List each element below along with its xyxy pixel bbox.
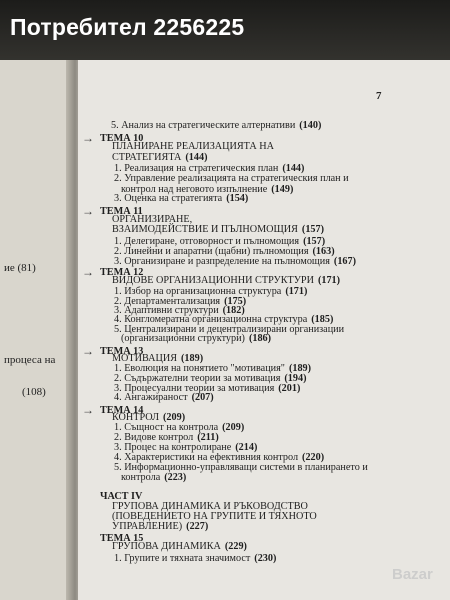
toc-line-text: 4. Ангажираност — [114, 392, 188, 403]
toc-line-text: МОТИВАЦИЯ — [112, 353, 178, 364]
toc-line-text: 1. Същност на контрола — [114, 422, 219, 433]
toc-page-ref: (189) — [181, 353, 204, 364]
toc-page-ref: (201) — [278, 383, 301, 394]
toc-line-text: 4. Конгломератна организационна структура — [114, 314, 308, 325]
toc-page-ref: (157) — [301, 224, 324, 235]
toc-page-ref: (171) — [317, 275, 341, 286]
handwritten-arrow-icon: → — [82, 131, 94, 145]
toc-page-ref: (209) — [222, 422, 245, 433]
toc-line-text: ТЕМА 14 — [100, 405, 144, 416]
toc-line-text: 5. Информационно-управляващи системи в планирането и — [114, 462, 368, 473]
toc-page-ref: (144) — [185, 152, 208, 163]
toc-line — [112, 541, 247, 553]
handwritten-arrow-icon: → — [82, 204, 94, 218]
toc-line-text: ВИДОВЕ ОРГАНИЗАЦИОННИ СТРУКТУРИ — [112, 275, 314, 286]
toc-line-text: контрола — [121, 472, 161, 483]
toc-line-text: ТЕМА 13 — [100, 346, 144, 357]
right-page — [78, 60, 450, 600]
toc-page-ref: (182) — [222, 305, 245, 316]
left-page — [0, 60, 76, 600]
toc-line-text: КОНТРОЛ — [112, 412, 160, 423]
toc-page-ref: (185) — [311, 314, 334, 325]
toc-page-ref: (171) — [285, 286, 308, 297]
toc-page-ref: (163) — [312, 246, 335, 257]
toc-line-text: 1. Делегиране, отговорност и пълномощия — [114, 236, 300, 247]
toc-page-ref: (230) — [254, 553, 277, 564]
toc-page-ref: (214) — [235, 442, 258, 453]
toc-line-text: 2. Видове контрол — [114, 432, 194, 443]
toc-line-text: СТРАТЕГИЯТА — [112, 152, 182, 163]
toc-line — [114, 256, 356, 268]
toc-line-text: ГРУПОВА ДИНАМИКА — [112, 541, 221, 552]
handwritten-arrow-icon: → — [82, 265, 94, 279]
toc-line-text: 1. Групите и тяхната значимост — [114, 553, 251, 564]
toc-line-text: 4. Характеристики на ефективния контрол — [114, 452, 299, 463]
toc-line-text: контрол над неговото изпълнение — [121, 184, 268, 195]
toc-line-text: ПЛАНИРАНЕ РЕАЛИЗАЦИЯТА НА — [112, 141, 274, 152]
toc-line — [111, 120, 321, 132]
watermark-text: Bazar — [392, 566, 433, 583]
toc-line-text: ГРУПОВА ДИНАМИКА И РЪКОВОДСТВО — [112, 501, 308, 512]
toc-page-ref: (223) — [164, 472, 187, 483]
toc-line-text: ОРГАНИЗИРАНЕ, — [112, 214, 193, 225]
left-page-line: ие (81) — [4, 262, 36, 274]
toc-line-text: 3. Организиране и разпределение на пълномощия — [114, 256, 330, 267]
left-page-line: (108) — [22, 386, 46, 398]
toc-line-text: ТЕМА 11 — [100, 206, 143, 217]
toc-line-text: ВЗАИМОДЕЙСТВИЕ И ПЪЛНОМОЩИЯ — [112, 224, 298, 235]
toc-line-text: (организационни структури) — [121, 333, 245, 344]
toc-line-text: 5. Централизирани и децентрализирани организации — [114, 324, 345, 335]
toc-page-ref: (175) — [224, 296, 247, 307]
toc-line-text: ЧАСТ IV — [100, 491, 143, 502]
toc-page-ref: (154) — [226, 193, 249, 204]
toc-line-text: ТЕМА 10 — [100, 133, 144, 144]
toc-line-text: 3. Процес на контролиране — [114, 442, 232, 453]
toc-line — [121, 333, 271, 345]
toc-line — [114, 553, 276, 565]
toc-line-text: (ПОВЕДЕНИЕТО НА ГРУПИТЕ И ТЯХНОТО — [112, 511, 317, 522]
handwritten-arrow-icon: → — [82, 344, 94, 358]
toc-line — [112, 224, 324, 236]
toc-line-text: 3. Адаптивни структури — [114, 305, 219, 316]
toc-page-ref: (186) — [248, 333, 272, 344]
toc-line-text: ТЕМА 15 — [100, 533, 144, 544]
toc-page-ref: (229) — [224, 541, 247, 552]
toc-line-text: 2. Съдържателни теории за мотивация — [114, 373, 281, 384]
toc-line-text: 1. Реализация на стратегическия план — [114, 163, 279, 174]
toc-page-ref: (157) — [303, 236, 326, 247]
toc-page-ref: (144) — [282, 163, 305, 174]
toc-line-text: 2. Управление реализацията на стратегическия план и — [114, 173, 349, 184]
toc-page-ref: (194) — [284, 373, 307, 384]
toc-page-ref: (140) — [299, 120, 322, 131]
toc-page-ref: (220) — [302, 452, 325, 463]
toc-page-ref: (211) — [197, 432, 219, 443]
toc-page-ref: (149) — [271, 184, 294, 195]
toc-page-ref: (227) — [186, 521, 209, 532]
toc-line — [114, 392, 214, 404]
toc-page-ref: (167) — [333, 256, 356, 267]
toc-line-text: 2. Линейни и апаратни (щабни) пълномощия — [114, 246, 309, 257]
left-page-line: процеса на — [4, 354, 56, 366]
toc-line-text: 1. Избор на организационна структура — [114, 286, 282, 297]
toc-line-text: 1. Еволюция на понятието "мотивация" — [114, 363, 285, 374]
toc-line-text: 5. Анализ на стратегическите алтернативи — [111, 120, 296, 131]
toc-line-text: ТЕМА 12 — [100, 267, 144, 278]
page-number: 7 — [376, 90, 382, 102]
toc-page-ref: (189) — [288, 363, 312, 374]
bazar-watermark — [392, 566, 446, 594]
toc-page-ref: (207) — [191, 392, 214, 403]
toc-line-text: 3. Процесуални теории за мотивация — [114, 383, 275, 394]
username-overlay: Потребител 2256225 — [10, 14, 245, 40]
toc-line — [114, 193, 248, 205]
toc-line-text: УПРАВЛЕНИЕ) — [112, 521, 183, 532]
toc-line-text: 3. Оценка на стратегията — [114, 193, 223, 204]
handwritten-arrow-icon: → — [82, 403, 94, 417]
toc-line — [121, 472, 186, 484]
toc-line — [112, 521, 208, 533]
toc-line-text: 2. Департаментализация — [114, 296, 221, 307]
toc-page-ref: (209) — [163, 412, 186, 423]
